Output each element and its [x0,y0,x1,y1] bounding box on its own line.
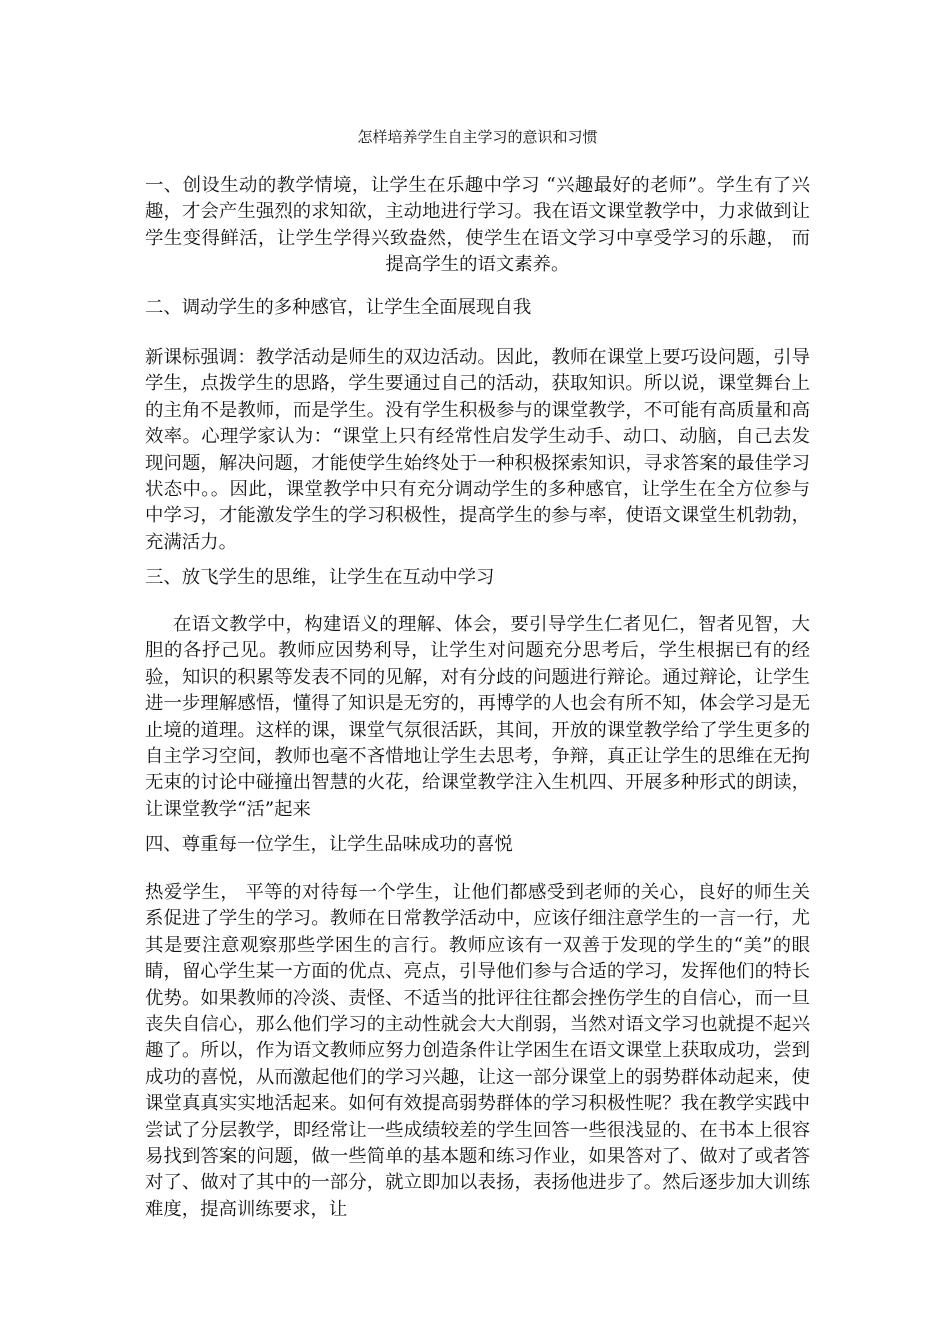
section-4-heading: 四、尊重每一位学生，让学生品味成功的喜悦 [145,834,513,855]
section-2-paragraph: 新课标强调：教学活动是师生的双边活动。因此，教师在课堂上要巧设问题，引导学生，点拨学生的思路，学生要通过自己的活动，获取知识。所以说，课堂舞台上的主角不是教师，而是学生。没有学生积极参与的课堂教学，不可能有高质量和高效率。心理学家认为：“课堂上只有经常性启发学生动手、动口、动脑，自己去发现问题，解决问题，才能使学生始终处于一种积极探索知识，寻求答案的最佳学习状态中。。因此，课堂教学中只有充分调动学生的多种感官，让学生在全方位参与中学习，才能激发学生的学习积极性，提高学生的参与率，使语文课堂生机勃勃，充满活力。 [145,347,810,553]
section-1-paragraph: 一、创设生动的教学情境，让学生在乐趣中学习 “兴趣最好的老师”。学生有了兴趣，才会产生强烈的求知欲，主动地进行学习。我在语文课堂教学中，力求做到让学生变得鲜活，让学生学得兴致盎然，使学生在语文学习中享受学习的乐趣， 而提高学生的语文素养。 [145,175,810,276]
document-title: 怎样培养学生自主学习的意识和习惯 [357,128,598,146]
section-2-heading: 二、调动学生的多种感官，让学生全面展现自我 [145,297,532,318]
section-4-paragraph: 热爱学生， 平等的对待每一个学生，让他们都感受到老师的关心，良好的师生关系促进了学生的学习。教师在日常教学活动中，应该仔细注意学生的一言一行，尤其是要注意观察那些学困生的言行。教师应该有一双善于发现的学生的“美”的眼睛，留心学生某一方面的优点、亮点，引导他们参与合适的学习，发挥他们的特长优势。如果教师的冷淡、责怪、不适当的批评往往都会挫伤学生的自信心，而一旦丧失自信心，那么他们学习的主动性就会大大削弱，当然对语文学习也就提不起兴趣了。所以，作为语文教师应努力创造条件让学困生在语文课堂上获取成功，尝到成功的喜悦，从而激起他们的学习兴趣，让这一部分课堂上的弱势群体动起来，使课堂真真实实地活起来。如何有效提高弱势群体的学习积极性呢？我在教学实践中尝试了分层教学，即经常让一些成绩较差的学生回答一些很浅显的、在书本上很容易找到答案的问题，做一些简单的基本题和练习作业，如果答对了、做对了或者答对了、做对了其中的一部分，就立即加以表扬，表扬他进步了。然后逐步加大训练难度，提高训练要求，让 [145,882,810,1220]
section-3-heading: 三、放飞学生的思维，让学生在互动中学习 [145,567,495,588]
section-3-paragraph: 在语文教学中，构建语义的理解、体会，要引导学生仁者见仁，智者见智，大胆的各抒己见。教师应因势利导，让学生对问题充分思考后，学生根据已有的经验，知识的积累等发表不同的见解，对有分歧的问题进行辩论。通过辩论，让学生进一步理解感悟，懂得了知识是无穷的，再博学的人也会有所不知，体会学习是无止境的道理。这样的课，课堂气氛很活跃，其间，开放的课堂教学给了学生更多的自主学习空间，教师也毫不吝惜地让学生去思考，争辩，真正让学生的思维在无拘无束的讨论中碰撞出智慧的火花，给课堂教学注入生机四、开展多种形式的朗读，让课堂教学“活”起来 [145,614,810,820]
